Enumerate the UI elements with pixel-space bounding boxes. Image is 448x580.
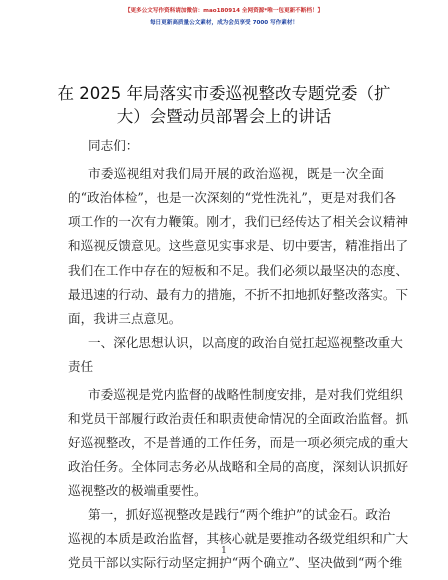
section-heading: 一、深化思想认识，以高度的政治自觉扛起巡视整改重大 xyxy=(88,335,403,350)
body-line: 第一，抓好巡视整改是践行“两个维护”的试金石。政治 xyxy=(88,507,391,522)
body-line: 好巡视整改，不是普通的工作任务，而是一项必须完成的重大 xyxy=(68,435,409,450)
body-line: 市委巡视是党内监督的战略性制度安排，是对我们党组织 xyxy=(88,387,403,402)
body-line: 我们在工作中存在的短板和不足。我们必须以最坚决的态度、 xyxy=(68,263,409,278)
body-line: 和巡视反馈意见。这些意见实事求是、切中要害，精准指出了 xyxy=(68,238,409,253)
body-line: 党员干部以实际行动坚定拥护“两个确立”、坚决做到“两个维 xyxy=(68,555,403,570)
salutation: 同志们： xyxy=(88,138,139,153)
page-number: 1 xyxy=(221,546,227,556)
body-line: 的“政治体检”，也是一次深刻的“党性洗礼”，更是对我们各 xyxy=(68,190,397,205)
body-line: 面，我讲三点意见。 xyxy=(68,311,182,326)
body-line: 巡视的本质是政治监督，其核心就是要推动各级党组织和广大 xyxy=(68,531,409,546)
document-title-line-1: 在 2025 年局落实市委巡视整改专题党委（扩 xyxy=(57,84,391,103)
body-line: 政治任务。全体同志务必从战略和全局的高度，深刻认识抓好 xyxy=(68,459,409,474)
body-line: 项工作的一次有力鞭策。刚才，我们已经传达了相关会议精神 xyxy=(68,214,409,229)
body-line: 和党员干部履行政治责任和职责使命情况的全面政治监督。抓 xyxy=(68,411,409,426)
promo-banner-line-1: 【更多公文写作资料请加微信：mao180914 全网资源*唯一包更新不断档！】 xyxy=(124,8,324,14)
body-line: 巡视整改的极端重要性。 xyxy=(68,483,207,498)
body-line: 最迅速的行动、最有力的措施，不折不扣地抓好整改落实。下 xyxy=(68,287,409,302)
section-heading: 责任 xyxy=(68,359,94,374)
promo-banner-line-2: 每日更新高质量公文素材，成为会员享受 7000 写作素材！ xyxy=(149,20,299,26)
document-title-line-2: 大）会暨动员部署会上的讲话 xyxy=(116,107,332,126)
body-line: 市委巡视组对我们局开展的政治巡视，既是一次全面 xyxy=(88,166,384,181)
